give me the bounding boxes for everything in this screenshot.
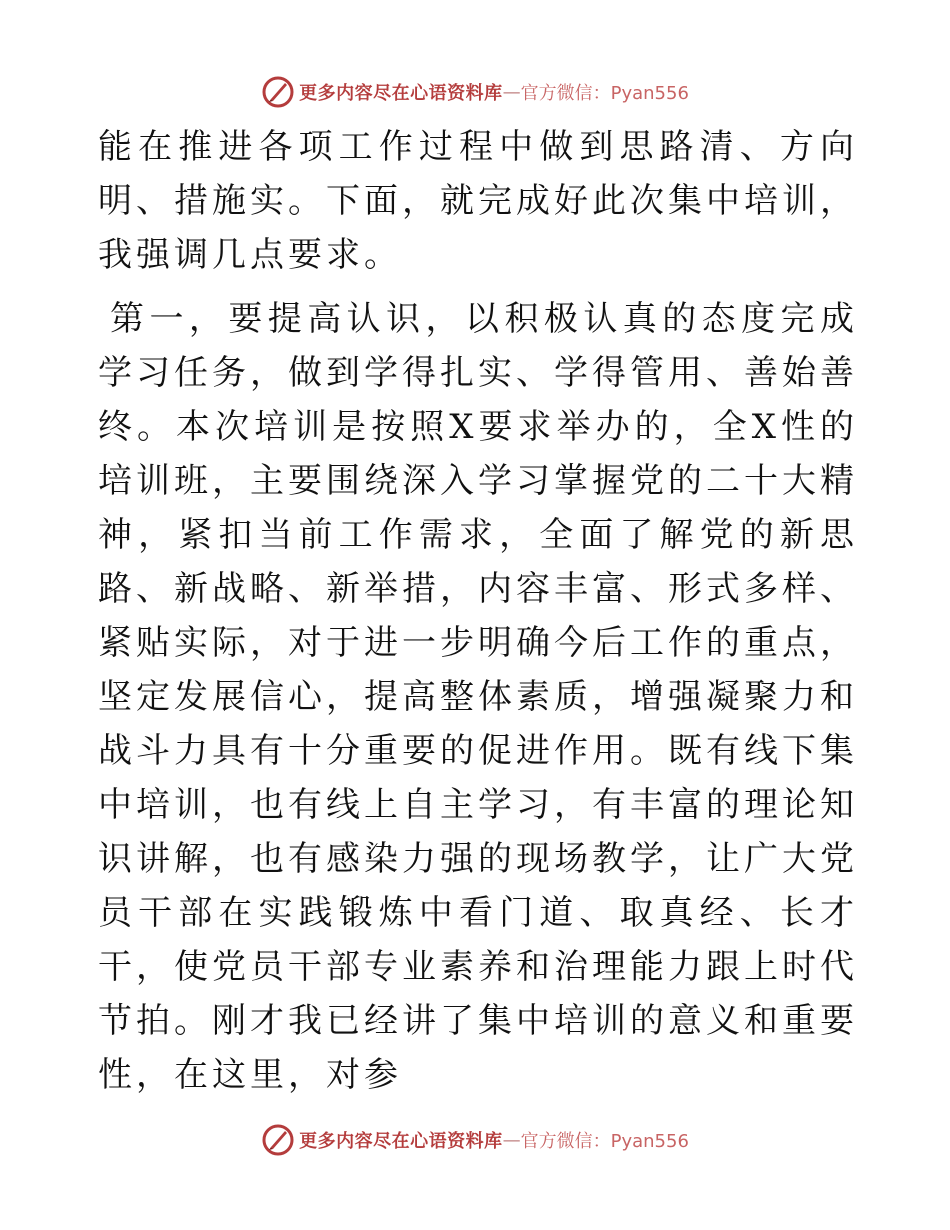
footer-watermark-banner xyxy=(0,1120,950,1160)
watermark-brand-text: 更多内容尽在心语资料库 xyxy=(299,1131,503,1152)
watermark-brand-text: 更多内容尽在心语资料库 xyxy=(299,83,503,104)
quill-logo-icon xyxy=(261,75,295,109)
watermark-separator: — xyxy=(502,1129,521,1151)
watermark-separator: — xyxy=(502,81,521,103)
document-body xyxy=(98,120,858,1102)
body-paragraph: 能在推进各项工作过程中做到思路清、方向明、措施实。下面，就完成好此次集中培训，我强调几点要求。 xyxy=(98,127,858,275)
quill-logo-icon xyxy=(261,1123,295,1157)
watermark-wechat-text: 官方微信：Pyan556 xyxy=(520,1131,689,1152)
header-watermark-banner xyxy=(0,72,950,112)
body-paragraph: 第一，要提高认识，以积极认真的态度完成学习任务，做到学得扎实、学得管用、善始善终。本次培训是按照X要求举办的，全X性的培训班，主要围绕深入学习掌握党的二十大精神，紧扣当前工作需求，全面了解党的新思路、新战略、新举措，内容丰富、形式多样、紧贴实际，对于进一步明确今后工作的重点，坚定发展信心，提高整体素质，增强凝聚力和战斗力具有十分重要的促进作用。既有线下集中培训，也有线上自主学习，有丰富的理论知识讲解，也有感染力强的现场教学，让广大党员干部在实践锻炼中看门道、取真经、长才干，使党员干部专业素养和治理能力跟上时代节拍。刚才我已经讲了集中培训的意义和重要性，在这里，对参 xyxy=(98,299,858,1095)
watermark-wechat-text: 官方微信：Pyan556 xyxy=(520,83,689,104)
